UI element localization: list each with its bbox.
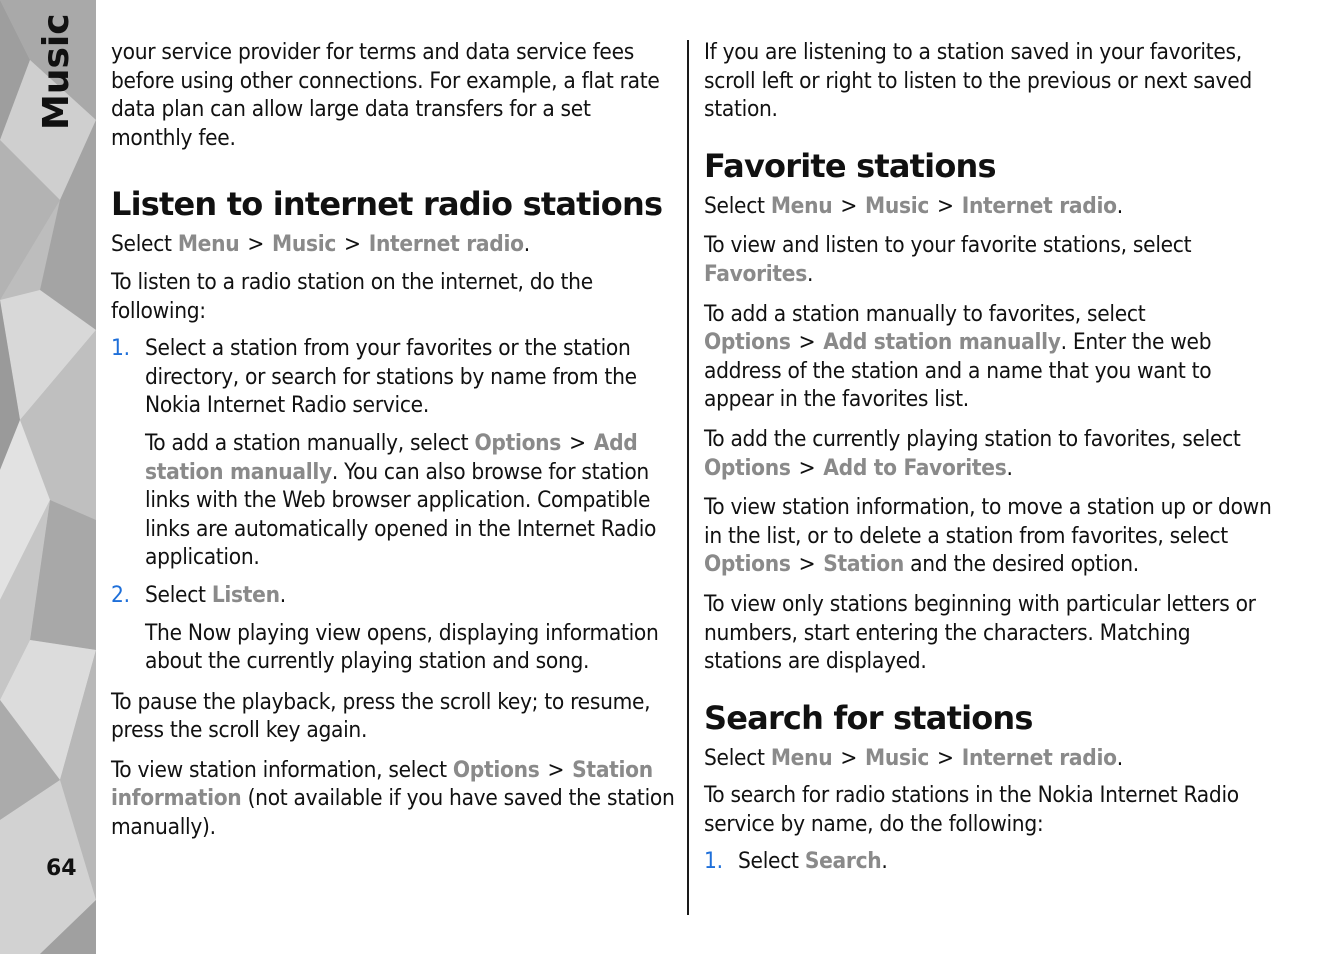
kw-options: Options	[452, 756, 540, 783]
step-text: Select	[738, 848, 799, 875]
kw-options: Options	[704, 329, 791, 356]
step-number: 1.	[111, 335, 130, 362]
right-column	[704, 38, 1272, 885]
path-separator: >	[547, 756, 565, 783]
para-text: .	[806, 260, 814, 287]
step-text: Select	[145, 581, 206, 608]
path-menu: Menu	[770, 744, 833, 771]
page-number: 64	[46, 856, 77, 881]
favorites-filter-paragraph: To view only stations beginning with particular letters or numbers, start entering the characters. Matching stations are displayed.	[704, 590, 1256, 675]
step-item	[704, 847, 1272, 876]
kw-options: Options	[474, 429, 562, 456]
path-music: Music	[865, 192, 930, 219]
info-text: To view station information, select	[111, 756, 447, 783]
para-text: To view and listen to your favorite stations, select	[704, 232, 1192, 259]
kw-station-information: Station information	[111, 756, 653, 812]
path-separator: >	[798, 454, 816, 481]
path-prefix: Select	[704, 744, 765, 771]
step-item	[111, 581, 677, 610]
kw-add-station-manually: Add station manually	[145, 429, 638, 485]
path-internet-radio: Internet radio	[961, 744, 1117, 771]
para-text: .	[1006, 454, 1013, 481]
path-music: Music	[272, 231, 337, 258]
step-text: .	[881, 848, 888, 875]
kw-options: Options	[704, 454, 791, 481]
step-detail: The Now playing view opens, displaying information about the currently playing station and song.	[145, 619, 659, 675]
path-separator: >	[840, 744, 857, 771]
intro-paragraph: If you are listening to a station saved in your favorites, scroll left or right to listen to the previous or next saved station.	[704, 39, 1252, 123]
path-separator: >	[798, 551, 816, 578]
path-end: .	[1116, 744, 1123, 771]
step-number: 2.	[111, 581, 130, 608]
sidebar-pattern	[0, 0, 96, 954]
step-text: Select a station from your favorites or the station directory, or search for stations by name from the Nokia Internet Radio service.	[145, 335, 637, 419]
lead-paragraph: To listen to a radio station on the internet, do the following:	[111, 268, 593, 324]
para-text: To add the currently playing station to favorites, select	[704, 425, 1241, 452]
favorites-view-paragraph	[704, 231, 1272, 288]
path-music: Music	[865, 744, 930, 771]
favorites-current-paragraph	[704, 425, 1272, 482]
path-menu: Menu	[177, 231, 240, 258]
intro-paragraph: your service provider for terms and data service fees before using other connections. For example, a flat rate data plan can allow large data transfers for a set monthly fee.	[111, 39, 660, 151]
kw-listen: Listen	[211, 581, 280, 608]
path-end: .	[523, 231, 530, 258]
path-separator: >	[247, 231, 264, 258]
info-text: (not available if you have saved the station manually).	[111, 785, 675, 841]
path-separator: >	[798, 329, 816, 356]
column-divider	[687, 40, 689, 915]
para-text: To add a station manually to favorites, select	[704, 300, 1146, 327]
detail-text: To add a station manually, select	[145, 429, 469, 456]
path-prefix: Select	[111, 231, 172, 258]
path-menu: Menu	[770, 192, 833, 219]
para-text: and the desired option.	[910, 551, 1139, 578]
path-separator: >	[344, 231, 361, 258]
path-separator: >	[937, 744, 954, 771]
path-separator: >	[840, 192, 857, 219]
step-detail	[111, 429, 677, 572]
path-end: .	[1116, 192, 1123, 219]
section-heading-search: Search for stations	[704, 698, 1033, 737]
section-heading-favorites: Favorite stations	[704, 146, 996, 185]
menu-path	[111, 230, 677, 259]
station-info-paragraph	[111, 756, 677, 842]
path-internet-radio: Internet radio	[961, 192, 1117, 219]
step-number: 1.	[704, 848, 723, 875]
kw-options: Options	[704, 551, 791, 578]
menu-path	[704, 744, 1272, 773]
para-text: To view station information, to move a station up or down in the list, or to delete a station from favorites, select	[704, 494, 1272, 549]
kw-favorites: Favorites	[704, 260, 807, 287]
menu-path	[704, 192, 1272, 221]
para-text: . Enter the web address of the station and a name that you want to appear in the favorites list.	[704, 329, 1212, 413]
search-lead-paragraph: To search for radio stations in the Nokia Internet Radio service by name, do the following:	[704, 782, 1239, 837]
left-column	[111, 38, 677, 851]
detail-text: . You can also browse for station links with the Web browser application. Compatible links are automatically opened in the Internet Radio application.	[145, 458, 657, 571]
step-item	[111, 334, 677, 420]
sidebar-decoration	[0, 0, 96, 954]
kw-search: Search	[804, 848, 882, 875]
kw-station: Station	[823, 551, 905, 578]
path-internet-radio: Internet radio	[368, 231, 524, 258]
path-prefix: Select	[704, 192, 765, 219]
path-separator: >	[569, 429, 586, 456]
favorites-add-paragraph	[704, 300, 1272, 414]
kw-add-station-manually: Add station manually	[823, 329, 1061, 356]
pause-paragraph: To pause the playback, press the scroll key; to resume, press the scroll key again.	[111, 688, 651, 744]
section-title: Music	[36, 13, 77, 130]
path-separator: >	[937, 192, 954, 219]
favorites-info-paragraph	[704, 493, 1272, 579]
step-text: .	[279, 581, 286, 608]
section-heading-listen: Listen to internet radio stations	[111, 185, 663, 224]
kw-add-to-favorites: Add to Favorites	[823, 454, 1007, 481]
